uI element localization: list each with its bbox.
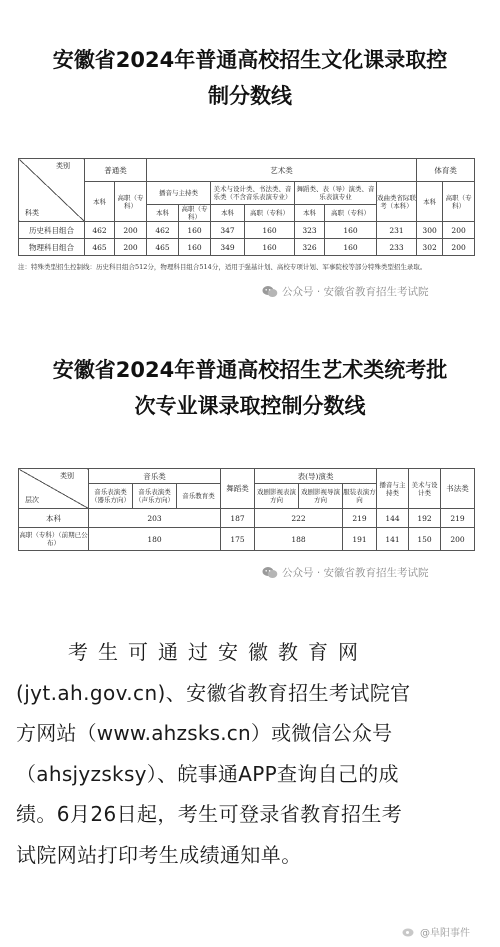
sub-gaozhi: 高职（专科） xyxy=(245,205,295,222)
cultural-score-table xyxy=(18,158,475,256)
footer-watermark xyxy=(402,924,470,939)
header-sports: 体育类 xyxy=(417,159,475,182)
cell: 160 xyxy=(245,239,295,256)
cell: 160 xyxy=(179,222,211,239)
table-row xyxy=(19,528,475,551)
weibo-icon xyxy=(402,926,416,937)
sub-music-education: 音乐教育类 xyxy=(177,484,221,509)
page-title-art xyxy=(0,352,500,424)
cell: 462 xyxy=(85,222,115,239)
cell: 160 xyxy=(325,222,377,239)
cell: 160 xyxy=(325,239,377,256)
cell: 175 xyxy=(221,528,255,551)
cell: 465 xyxy=(85,239,115,256)
sub-perform-acting: 戏剧影视表演方向 xyxy=(255,484,299,509)
sub-benke: 本科 xyxy=(147,205,179,222)
sub-gaozhi: 高职（专科） xyxy=(179,205,211,222)
wechat-icon xyxy=(262,566,278,579)
cell: 200 xyxy=(115,222,147,239)
cell: 326 xyxy=(295,239,325,256)
table-row xyxy=(19,222,475,239)
sub-benke: 本科 xyxy=(211,205,245,222)
title-line: 制分数线 xyxy=(208,84,292,108)
header-general-gaozhi: 高职（专科） xyxy=(115,182,147,222)
cell: 141 xyxy=(377,528,409,551)
body-line: 试院网站打印考生成绩通知单。 xyxy=(16,842,302,867)
body-line: (jyt.ah.gov.cn)、安徽省教育招生考试院官 xyxy=(16,680,411,705)
cell: 347 xyxy=(211,222,245,239)
body-paragraph xyxy=(16,632,484,875)
cell: 144 xyxy=(377,509,409,528)
header-dance: 舞蹈类 xyxy=(221,469,255,509)
watermark xyxy=(262,565,429,580)
body-line: 方网站（www.ahzsks.cn）或微信公众号 xyxy=(16,721,393,745)
header-sports-benke: 本科 xyxy=(417,182,443,222)
cell: 191 xyxy=(343,528,377,551)
table2-corner: 类别 层次 xyxy=(19,469,89,509)
cell: 219 xyxy=(343,509,377,528)
header-art-design: 美术与设计类 xyxy=(409,469,441,509)
cell: 231 xyxy=(377,222,417,239)
table-row xyxy=(19,239,475,256)
art-score-table xyxy=(18,468,475,551)
cell: 349 xyxy=(211,239,245,256)
cell: 462 xyxy=(147,222,179,239)
title-line: 次专业课录取控制分数线 xyxy=(134,394,366,418)
header-general-benke: 本科 xyxy=(85,182,115,222)
title-line: 安徽省2024年普通高校招生文化课录取控 xyxy=(52,48,448,72)
footer-watermark-text: @阜阳事件 xyxy=(420,928,470,939)
cell: 302 xyxy=(417,239,443,256)
cell: 192 xyxy=(409,509,441,528)
header-sports-gaozhi: 高职（专科） xyxy=(443,182,475,222)
header-art-broadcast: 播音与主持类 xyxy=(147,182,211,205)
cell: 187 xyxy=(221,509,255,528)
sub-gaozhi: 高职（专科） xyxy=(325,205,377,222)
header-art-design: 美术与设计类、书法类、音乐类（不含音乐表演专业） xyxy=(211,182,295,205)
body-line: 绩。6月26日起，考生可登录省教育招生考 xyxy=(16,802,403,826)
cell: 200 xyxy=(443,222,475,239)
page-title-cultural xyxy=(0,42,500,114)
watermark xyxy=(262,284,429,299)
title-line: 安徽省2024年普通高校招生艺术类统考批 xyxy=(52,358,448,382)
cell: 203 xyxy=(89,509,221,528)
cell: 233 xyxy=(377,239,417,256)
cell: 150 xyxy=(409,528,441,551)
header-calligraphy: 书法类 xyxy=(441,469,475,509)
cell: 160 xyxy=(245,222,295,239)
body-line: （ahsjyzsksy）、皖事通APP查询自己的成 xyxy=(16,761,399,786)
header-perform: 表(导)演类 xyxy=(255,469,377,484)
header-art: 艺术类 xyxy=(147,159,417,182)
sub-perform-fashion: 服装表演方向 xyxy=(343,484,377,509)
table-row xyxy=(19,509,475,528)
sub-music-vocal: 音乐表演类（声乐方向） xyxy=(133,484,177,509)
body-line: 考生可通过安徽教育网 xyxy=(68,640,368,664)
cell: 188 xyxy=(255,528,343,551)
header-art-dance: 舞蹈类、表（导）演类、音乐表演专业 xyxy=(295,182,377,205)
cell: 200 xyxy=(441,528,475,551)
sub-music-instrument: 音乐表演类（器乐方向） xyxy=(89,484,133,509)
watermark-text: 公众号 · 安徽省教育招生考试院 xyxy=(282,567,429,579)
wechat-icon xyxy=(262,285,278,298)
header-music: 音乐类 xyxy=(89,469,221,484)
header-general: 普通类 xyxy=(85,159,147,182)
row-label: 高职（专科）（前期已公布） xyxy=(19,528,89,551)
header-art-opera: 戏曲类省际联考（本科） xyxy=(377,182,417,222)
cell: 200 xyxy=(443,239,475,256)
cell: 300 xyxy=(417,222,443,239)
sub-benke: 本科 xyxy=(295,205,325,222)
cell: 222 xyxy=(255,509,343,528)
cell: 219 xyxy=(441,509,475,528)
cell: 200 xyxy=(115,239,147,256)
cell: 180 xyxy=(89,528,221,551)
table1-corner: 类别 科类 xyxy=(19,159,85,222)
sub-perform-directing: 戏剧影视导演方向 xyxy=(299,484,343,509)
cell: 465 xyxy=(147,239,179,256)
row-label: 本科 xyxy=(19,509,89,528)
header-broadcast: 播音与主持类 xyxy=(377,469,409,509)
table1-note: 注：特殊类型招生控制线：历史科目组合512分，物理科目组合514分，适用于强基计划、高校专项计划、军事院校等部分特殊类型招生录取。 xyxy=(18,263,427,271)
row-label: 物理科目组合 xyxy=(19,239,85,256)
watermark-text: 公众号 · 安徽省教育招生考试院 xyxy=(282,286,429,298)
cell: 160 xyxy=(179,239,211,256)
row-label: 历史科目组合 xyxy=(19,222,85,239)
cell: 323 xyxy=(295,222,325,239)
